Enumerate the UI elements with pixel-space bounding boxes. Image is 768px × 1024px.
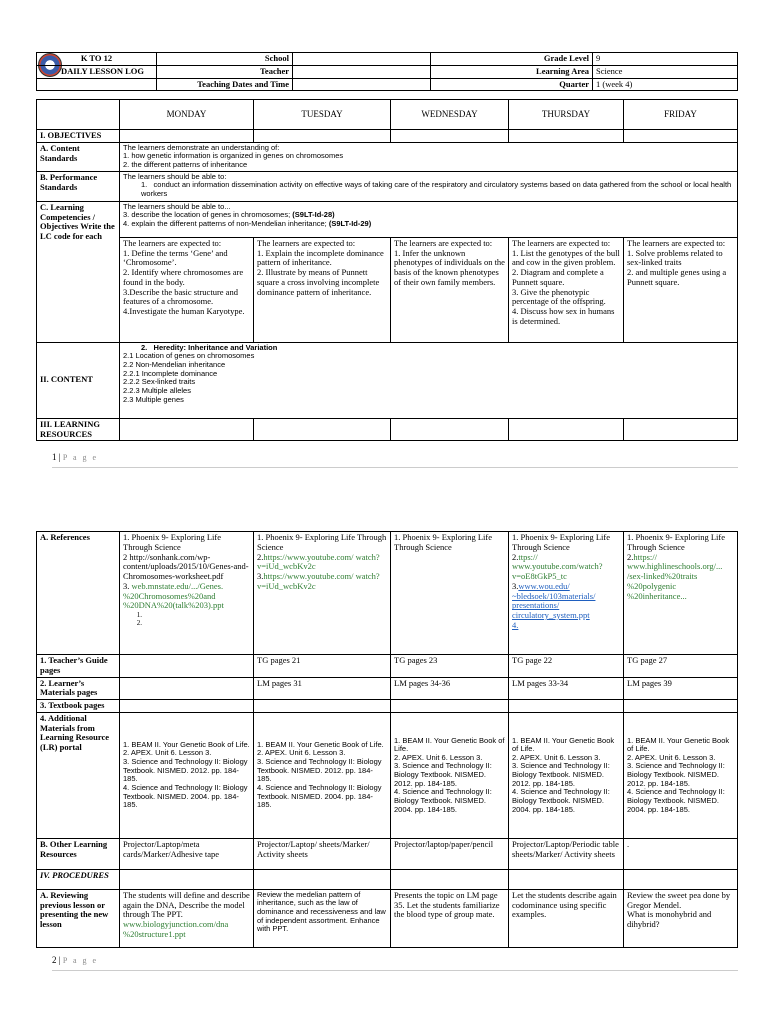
other-resources-label: B. Other Learning Resources [37, 838, 120, 869]
page-footer-2: 2 | P a g e [52, 955, 99, 965]
other-monday: Projector/Laptop/meta cards/Marker/Adhesive tape [120, 838, 254, 869]
link-youtube-3[interactable]: ttps:// www.youtube.com/watch? v=oE8tGkP5_tc [512, 551, 603, 582]
link-youtube-2[interactable]: https://www.youtube.com/ watch?v=iUd_wcbKv2c [257, 571, 380, 591]
grade-level-label: Grade Level [431, 53, 593, 66]
objective-friday: The learners are expected to: 1. Solve problems related to sex-linked traits 2. and multiple genes using a Punnett square. [624, 237, 738, 342]
teacher-value [293, 65, 431, 78]
lm-friday: LM pages 39 [624, 677, 738, 700]
link-mnstate[interactable]: web.mnstate.edu/.../Genes. %20Chromosomes%20and %20DNA%20(talk%203).ppt [123, 580, 224, 611]
learning-area-value: Science [593, 65, 738, 78]
references-tuesday: 1. Phoenix 9- Exploring Life Through Science 2.https://www.youtube.com/ watch?v=iUd_wcbKv2c 3.https://www.youtube.com/ watch?v=iUd_wcbKv2c [254, 532, 391, 655]
content-standards-label: A. Content Standards [37, 142, 120, 171]
quarter-label: Quarter [431, 78, 593, 91]
dates-value [293, 78, 431, 91]
review-tuesday: Review the medelian pattern of inheritance, such as the law of dominance and recessiveness and law of independent assortment. Enhance with PPT. [254, 889, 391, 947]
tg-monday [120, 655, 254, 678]
procedures-label: IV. PROCEDURES [37, 869, 120, 889]
content-standards-text: The learners demonstrate an understanding of: 1. how genetic information is organized in genes on chromosomes 2. the different patterns of inheritance [120, 142, 738, 171]
link-wou[interactable]: www.wou.edu/ ~bledsoek/103materials/ presentations/ circulatory_system.ppt [512, 580, 596, 621]
tg-tuesday: TG pages 21 [254, 655, 391, 678]
lm-wednesday: LM pages 34-36 [391, 677, 509, 700]
school-label: School [157, 53, 293, 66]
learning-competencies-label: C. Learning Competencies / Objectives Write the LC code for each [37, 201, 120, 342]
lm-thursday: LM pages 33-34 [509, 677, 624, 700]
corner-cell [37, 100, 120, 130]
performance-standards-label: B. Performance Standards [37, 171, 120, 201]
additional-monday: 1. BEAM II. Your Genetic Book of Life. 2. APEX. Unit 6. Lesson 3. 3. Science and Technology II: Biology Textbook. NISMED. 2012. pp. 184-185. 4. Science and Technology II: Biology Textbook. NISMED. 2004. pp. 184-185. [120, 712, 254, 838]
quarter-value: 1 (week 4) [593, 78, 738, 91]
learning-resources-label: III. LEARNING RESOURCES [37, 418, 120, 441]
learning-competencies-text: The learners should be able to... 3. describe the location of genes in chromosomes; (S9LT-Id-28) 4. explain the different patterns of non-Mendelian inheritance; (S9LT-Id-29) [120, 201, 738, 237]
day-wednesday: WEDNESDAY [391, 100, 509, 130]
learning-area-label: Learning Area [431, 65, 593, 78]
footer-rule-1 [52, 467, 738, 468]
day-thursday: THURSDAY [509, 100, 624, 130]
other-friday: . [624, 838, 738, 869]
additional-materials-label: 4. Additional Materials from Learning Resource (LR) portal [37, 712, 120, 838]
tg-wednesday: TG pages 23 [391, 655, 509, 678]
objective-monday: The learners are expected to: 1. Define the terms ‘Gene’ and ‘Chromosome’. 2. Identify where chromosomes are found in the body. 3.Describe the basic structure and features of a chromosome. 4.Investigate the human Karyotype. [120, 237, 254, 342]
other-wednesday: Projector/laptop/paper/pencil [391, 838, 509, 869]
lm-monday [120, 677, 254, 700]
link-biologyjunction[interactable]: www.biologyjunction.com/dna %20structure1.ppt [123, 919, 229, 939]
other-thursday: Projector/Laptop/Periodic table sheets/Marker/ Activity sheets [509, 838, 624, 869]
performance-standards-text: The learners should be able to: 1. conduct an information dissemination activity on effective ways of taking care of the respiratory and circulatory systems based on data gathered from the school or local health workers [120, 171, 738, 201]
grade-level-value: 9 [593, 53, 738, 66]
link-4[interactable]: 4. [512, 619, 519, 630]
references-thursday: 1. Phoenix 9- Exploring Life Through Science 2.ttps:// www.youtube.com/watch? v=oE8tGkP5_tc 3.www.wou.edu/ ~bledsoek/103materials/ presentations/ circulatory_system.ppt 4. [509, 532, 624, 655]
page2-table [36, 531, 738, 948]
objective-wednesday: The learners are expected to: 1. Infer the unknown phenotypes of individuals on the basis of the known phenotypes of their own family members. [391, 237, 509, 342]
additional-friday: 1. BEAM II. Your Genetic Book of Life. 2. APEX. Unit 6. Lesson 3. 3. Science and Technology II: Biology Textbook. NISMED. 2012. pp. 184-185. 4. Science and Technology II: Biology Textbook. NISMED. 2004. pp. 184-185. [624, 712, 738, 838]
tg-label: 1. Teacher’s Guide pages [37, 655, 120, 678]
references-monday: 1. Phoenix 9- Exploring Life Through Science 2 http://sonhank.com/wp-content/uploads/2015/10/Genes-and-Chromosomes-worksheet.pdf 3. web.mnstate.edu/.../Genes. %20Chromosomes%20and %20DNA%20(talk%203).ppt 1. 2. [120, 532, 254, 655]
references-wednesday: 1. Phoenix 9- Exploring Life Through Science [391, 532, 509, 655]
lm-tuesday: LM pages 31 [254, 677, 391, 700]
objective-tuesday: The learners are expected to: 1. Explain the incomplete dominance pattern of inheritance. 2. Illustrate by means of Punnett square a cross involving incomplete dominance pattern of inheritance. [254, 237, 391, 342]
review-friday: Review the sweet pea done by Gregor Mendel. What is monohybrid and dihybrid? [624, 889, 738, 947]
page1-table [36, 99, 738, 441]
logo-cell [37, 78, 157, 91]
link-highline[interactable]: https:// www.highlineschools.org/... /sex-linked%20traits %20polygenic %20inheritance... [627, 551, 723, 601]
tg-thursday: TG page 22 [509, 655, 624, 678]
review-thursday: Let the students describe again codominance using specific examples. [509, 889, 624, 947]
textbook-label: 3. Textbook pages [37, 700, 120, 713]
day-monday: MONDAY [120, 100, 254, 130]
page-footer-1: 1 | P a g e [52, 452, 99, 462]
content-label: II. CONTENT [37, 342, 120, 418]
references-label: A. References [37, 532, 120, 655]
objectives-label: I. OBJECTIVES [37, 130, 120, 143]
header-table [36, 52, 738, 91]
link-youtube-1[interactable]: https://www.youtube.com/ watch?v=iUd_wcbKv2c [257, 551, 380, 572]
teacher-label: Teacher [157, 65, 293, 78]
tg-friday: TG page 27 [624, 655, 738, 678]
day-tuesday: TUESDAY [254, 100, 391, 130]
log-title: DAILY LESSON LOG [37, 65, 157, 78]
objective-thursday: The learners are expected to: 1. List the genotypes of the bull and cow in the given problem. 2. Diagram and complete a Punnett square. 3. Give the phenotypic percentage of the offspring. 4. Discuss how sex in humans is determined. [509, 237, 624, 342]
additional-thursday: 1. BEAM II. Your Genetic Book of Life. 2. APEX. Unit 6. Lesson 3. 3. Science and Technology II: Biology Textbook. NISMED. 2012. pp. 184-185. 4. Science and Technology II: Biology Textbook. NISMED. 2004. pp. 184-185. [509, 712, 624, 838]
school-value [293, 53, 431, 66]
additional-tuesday: 1. BEAM II. Your Genetic Book of Life. 2. APEX. Unit 6. Lesson 3. 3. Science and Technology II: Biology Textbook. NISMED. 2012. pp. 184-185. 4. Science and Technology II: Biology Textbook. NISMED. 2004. pp. 184-185. [254, 712, 391, 838]
day-friday: FRIDAY [624, 100, 738, 130]
content-text: 2. Heredity: Inheritance and Variation 2.1 Location of genes on chromosomes 2.2 Non-Mendelian inheritance 2.2.1 Incomplete dominance 2.2.2 Sex-linked traits 2.2.3 Multiple alleles 2.3 Multiple genes [120, 342, 738, 418]
k12-label: K TO 12 [37, 53, 157, 66]
dates-label: Teaching Dates and Time [157, 78, 293, 91]
additional-wednesday: 1. BEAM II. Your Genetic Book of Life. 2. APEX. Unit 6. Lesson 3. 3. Science and Technology II: Biology Textbook. NISMED. 2012. pp. 184-185. 4. Science and Technology II: Biology Textbook. NISMED. 2004. pp. 184-185. [391, 712, 509, 838]
other-tuesday: Projector/Laptop/ sheets/Marker/ Activity sheets [254, 838, 391, 869]
reviewing-label: A. Reviewing previous lesson or presenting the new lesson [37, 889, 120, 947]
review-monday: The students will define and describe again the DNA, Describe the model through The PPT. www.biologyjunction.com/dna %20structure1.ppt [120, 889, 254, 947]
review-wednesday: Presents the topic on LM page 35. Let the students familiarize the blood type of group mate. [391, 889, 509, 947]
footer-rule-2 [52, 970, 738, 971]
references-friday: 1. Phoenix 9- Exploring Life Through Science 2.https:// www.highlineschools.org/... /sex-linked%20traits %20polygenic %20inheritance... [624, 532, 738, 655]
lm-label: 2. Learner’s Materials pages [37, 677, 120, 700]
